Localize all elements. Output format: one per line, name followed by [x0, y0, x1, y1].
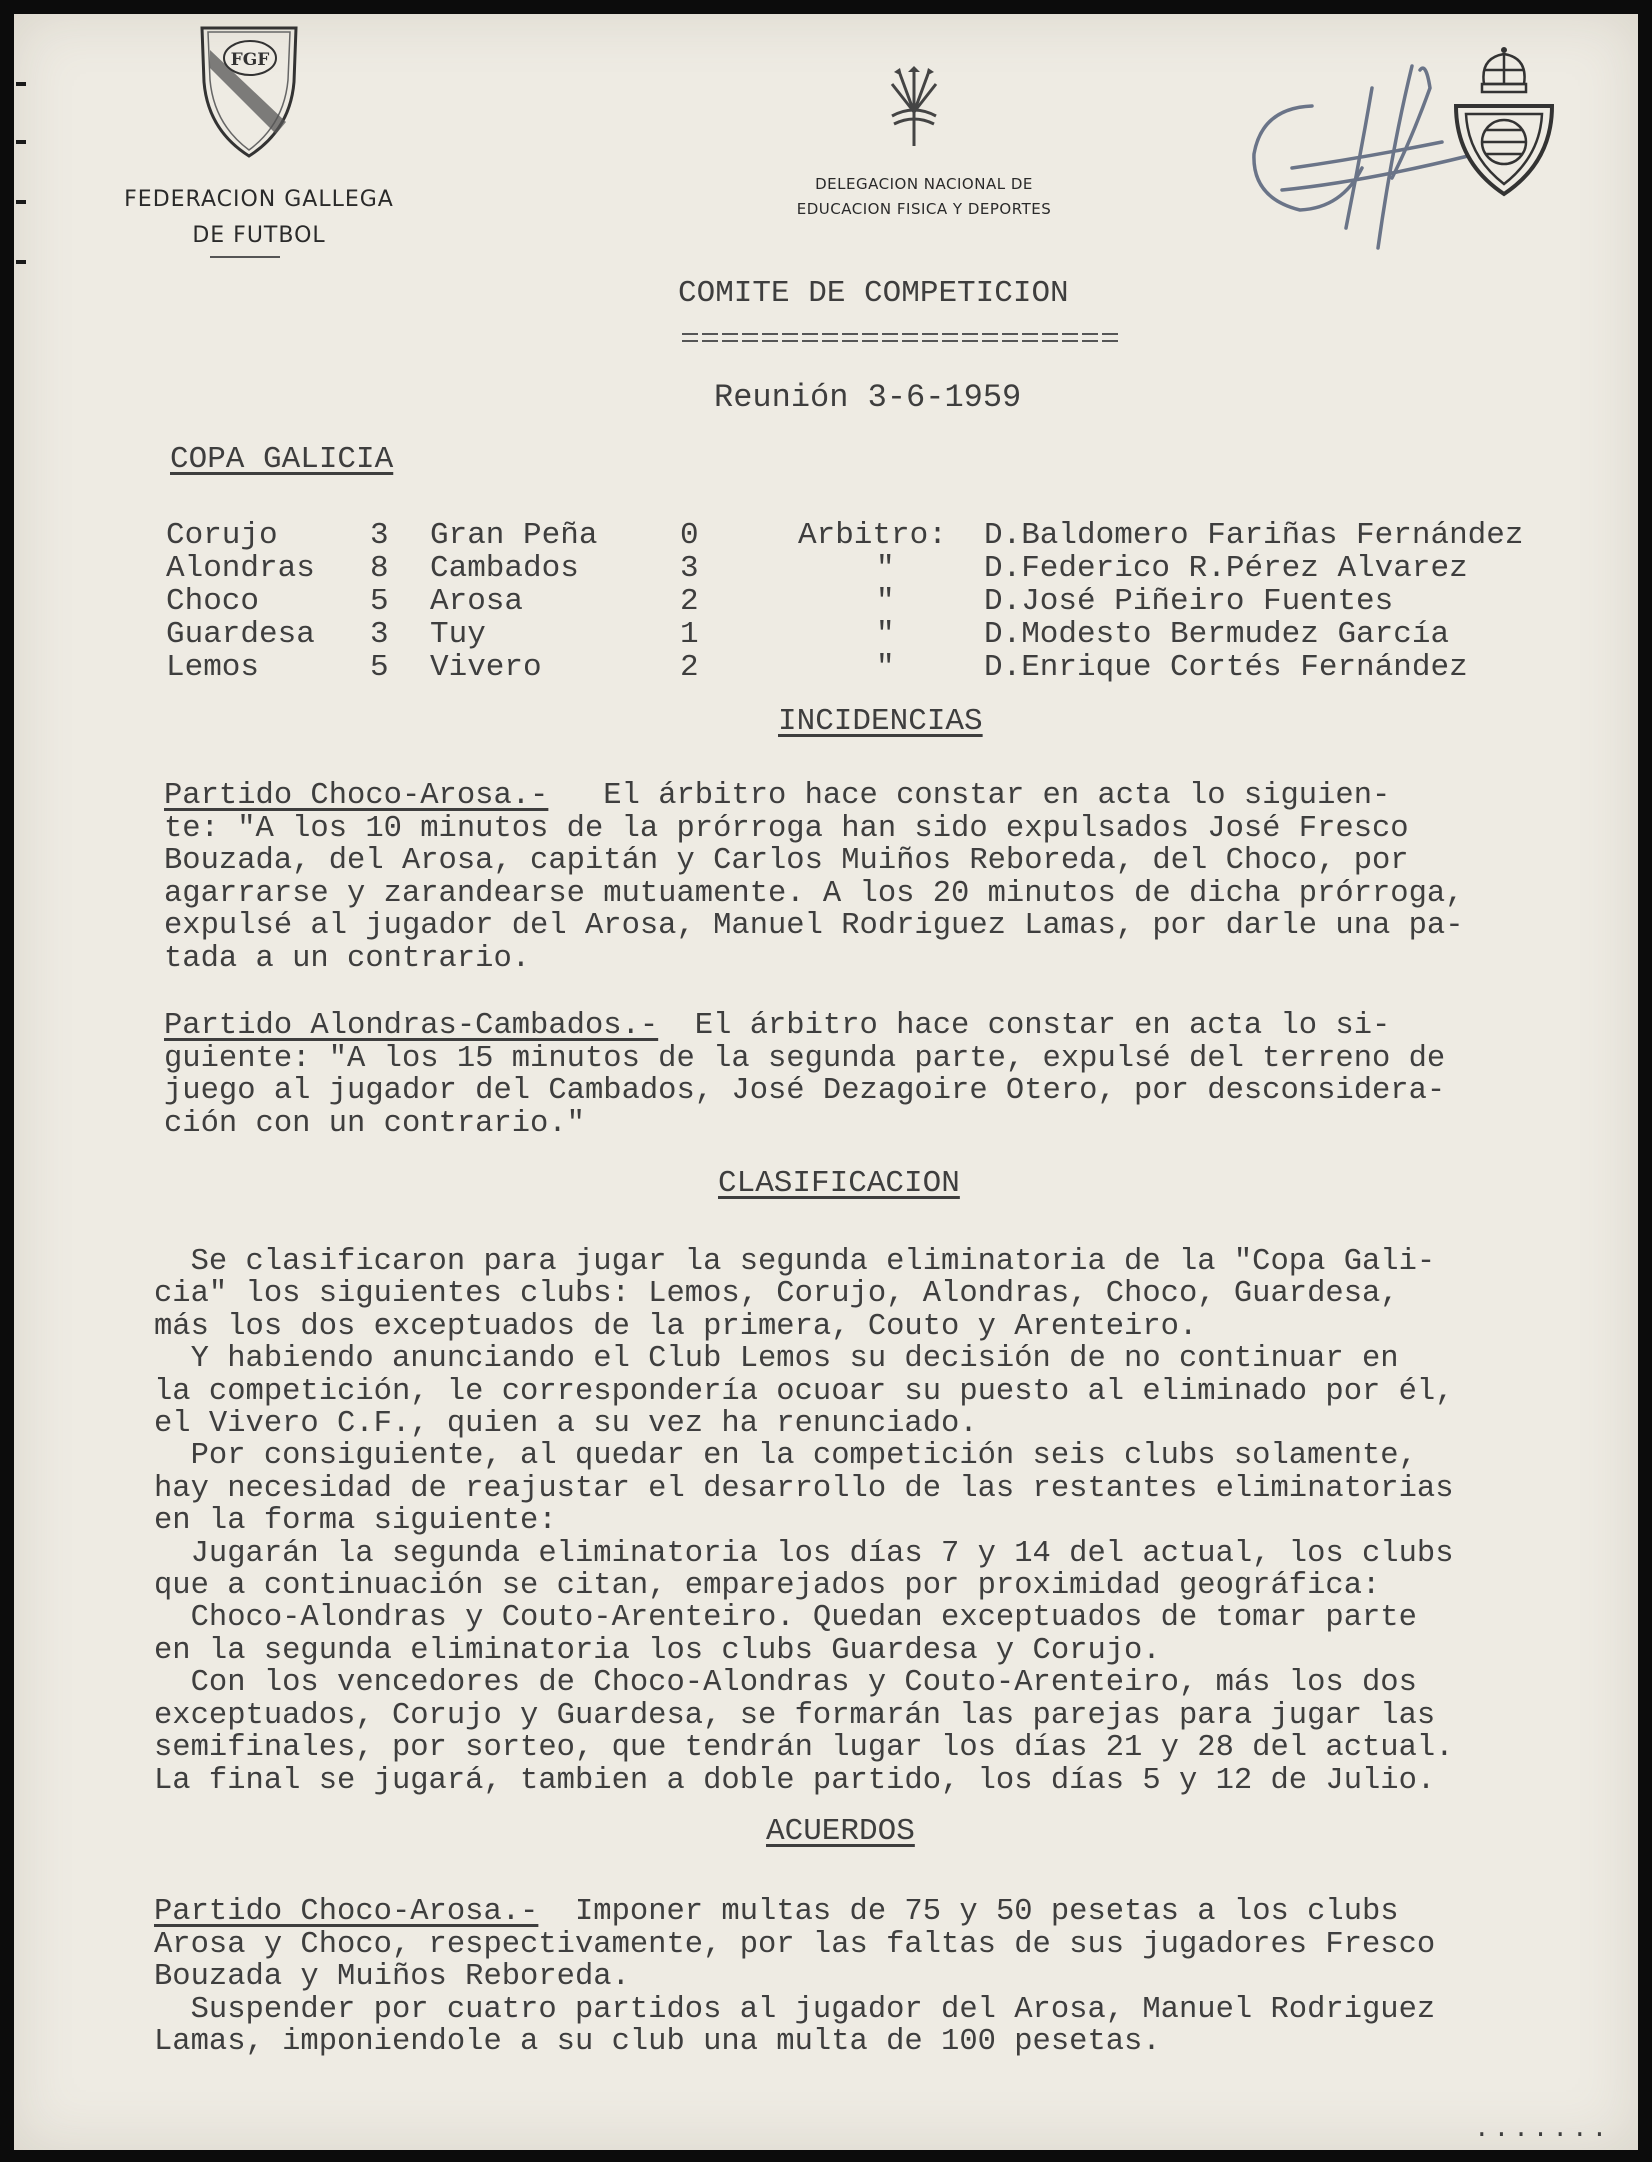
match-title: Partido Choco-Arosa.-	[154, 1895, 539, 1929]
federation-shield-logo	[194, 22, 304, 162]
home-score: 5	[370, 584, 389, 619]
federation-name-line2: DE FUTBOL	[192, 223, 326, 248]
home-team: Guardesa	[166, 617, 315, 652]
away-team: Tuy	[430, 617, 486, 652]
document-page	[14, 14, 1638, 2150]
home-team: Lemos	[166, 650, 260, 685]
home-team: Corujo	[166, 518, 278, 553]
incident-paragraph	[164, 1010, 1445, 1140]
incidents-heading: INCIDENCIAS	[778, 704, 983, 739]
referee-name: D.Modesto Bermudez García	[984, 617, 1450, 652]
margin-mark	[16, 200, 26, 204]
referee-name: D.Baldomero Fariñas Fernández	[984, 518, 1524, 553]
home-team: Choco	[166, 584, 260, 619]
referee-name: D.José Piñeiro Fuentes	[984, 584, 1394, 619]
letterhead-rule	[210, 256, 280, 258]
agreements-heading: ACUERDOS	[766, 1814, 915, 1849]
referee-ditto: "	[876, 551, 895, 586]
result-row	[14, 650, 1638, 683]
competition-name: COPA GALICIA	[170, 442, 394, 477]
delegation-line2: EDUCACION FISICA Y DEPORTES	[796, 200, 1052, 218]
result-row	[14, 617, 1638, 650]
incident-text: El árbitro hace constar en acta lo si- guiente: "A los 15 minutos de la segunda parte, expulsé del terreno de juego al jugador del Cambados, José Dezagoire Otero, por desconsidera- ción con un contrario."	[164, 1009, 1446, 1141]
crown-crest-icon	[1444, 44, 1564, 204]
home-score: 5	[370, 650, 389, 685]
away-team: Vivero	[430, 650, 542, 685]
committee-title: COMITE DE COMPETICION	[678, 276, 1069, 311]
classification-heading: CLASIFICACION	[718, 1166, 960, 1201]
federation-name	[94, 182, 424, 254]
home-score: 8	[370, 551, 389, 586]
away-team: Gran Peña	[430, 518, 598, 553]
title-double-rule	[682, 330, 1118, 346]
result-row	[14, 518, 1638, 551]
incident-text: El árbitro hace constar en acta lo siguien- te: "A los 10 minutos de la prórroga han sido expulsados José Fresco Bouzada, del Arosa, capitán y Carlos Muiños Reboreda, del Choco, por agarrarse y zarandearse mutuamente. A los 20 minutos de dicha prórroga, expulsé al jugador del Arosa, Manuel Rodriguez Lamas, por darle una pa- tada a un contrario.	[164, 779, 1464, 976]
away-score: 3	[680, 551, 699, 586]
agreement-text: Imponer multas de 75 y 50 pesetas a los clubs Arosa y Choco, respectivamente, por las faltas de sus jugadores Fresco Bouzada y Muiños Reboreda. Suspender por cuatro partidos al jugador del Arosa, Manuel Rodriguez Lamas, imponiendole a su club una multa de 100 pesetas.	[154, 1895, 1436, 2059]
referee-ditto: "	[876, 584, 895, 619]
home-score: 3	[370, 518, 389, 553]
classification-text: Se clasificaron para jugar la segunda eliminatoria de la "Copa Gali- cia" los siguientes clubs: Lemos, Corujo, Alondras, Choco, Guardesa, más los dos exceptuados de la primera, Couto y Arenteiro. Y habiendo anunciando el Club Lemos su decisión de no continuar en la competición, le correspondería ocuoar su puesto al eliminado por él, el Vivero C.F., quien a su vez ha renunciado. Por consiguiente, al quedar en la competición seis clubs solamente, hay necesidad de reajustar el desarrollo de las restantes eliminatorias en la forma siguiente: Jugarán la segunda eliminatoria los días 7 y 14 del actual, los clubs que a continuación se citan, emparejados por proximidad geográfica: Choco-Alondras y Couto-Arenteiro. Quedan exceptuados de tomar parte en la segunda eliminatoria los clubs Guardesa y Corujo. Con los vencedores de Choco-Alondras y Couto-Arenteiro, más los dos exceptuados, Corujo y Guardesa, se formarán las parejas para jugar las semifinales, por sorteo, que tendrán lugar los días 21 y 28 del actual. La final se jugará, tambien a doble partido, los días 5 y 12 de Julio.	[154, 1245, 1454, 1798]
federation-name-line1: FEDERACION GALLEGA	[124, 187, 394, 212]
yoke-and-arrows-icon	[882, 66, 946, 150]
home-team: Alondras	[166, 551, 315, 586]
incident-paragraph	[164, 780, 1464, 975]
away-score: 1	[680, 617, 699, 652]
result-row	[14, 551, 1638, 584]
referee-name: D.Federico R.Pérez Alvarez	[984, 551, 1468, 586]
away-team: Cambados	[430, 551, 579, 586]
away-score: 2	[680, 584, 699, 619]
referee-ditto: "	[876, 617, 895, 652]
away-score: 2	[680, 650, 699, 685]
referee-label: Arbitro:	[798, 518, 947, 553]
svg-text:FGF: FGF	[230, 50, 270, 70]
margin-mark	[16, 82, 26, 86]
referee-name: D.Enrique Cortés Fernández	[984, 650, 1468, 685]
away-team: Arosa	[430, 584, 524, 619]
delegation-line1: DELEGACION NACIONAL DE	[815, 175, 1033, 193]
away-score: 0	[680, 518, 699, 553]
margin-mark	[16, 140, 26, 144]
match-title: Partido Alondras-Cambados.-	[164, 1009, 659, 1043]
agreement-paragraph	[154, 1896, 1435, 2059]
meeting-date: Reunión 3-6-1959	[714, 379, 1022, 416]
match-title: Partido Choco-Arosa.-	[164, 779, 549, 813]
margin-mark	[16, 260, 26, 264]
referee-ditto: "	[876, 650, 895, 685]
continuation-dots: .......	[1474, 2114, 1612, 2144]
result-row	[14, 584, 1638, 617]
delegation-name	[754, 172, 1094, 222]
home-score: 3	[370, 617, 389, 652]
